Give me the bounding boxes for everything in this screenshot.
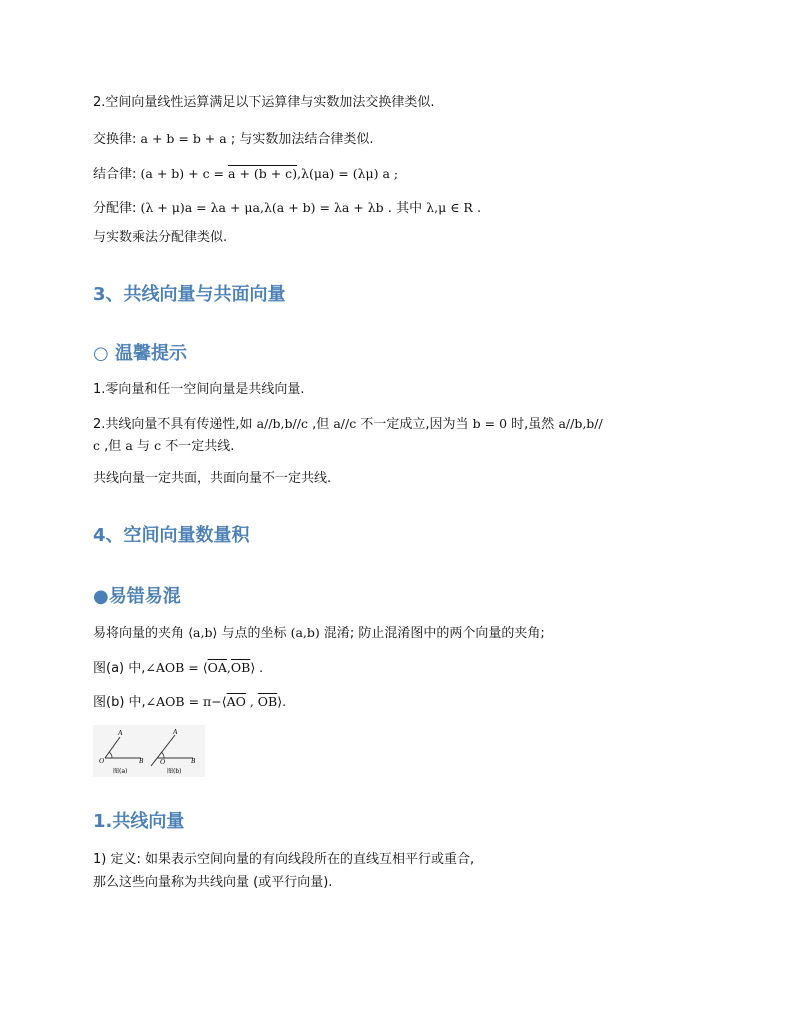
figure-b-comma: , <box>245 694 258 709</box>
tip-item-2-text-c: 不一定成立,因为当 <box>356 417 473 432</box>
distributive-formula: (λ + μ)a = λa + μa,λ(a + b) = λa + λb <box>140 200 384 215</box>
distributive-analogy: 与实数乘法分配律类似. <box>93 230 228 245</box>
tip-item-2 <box>93 415 603 434</box>
associative-law <box>93 165 398 184</box>
associative-label: 结合律: <box>93 167 137 182</box>
vector-AO: $\overline{AO}$ <box>226 694 246 709</box>
commutative-formula: a + b = b + a <box>140 131 227 146</box>
section-heading-collinear-vectors: 1.共线向量 <box>93 811 185 832</box>
section-heading-dot-product: 4、空间向量数量积 <box>93 525 250 546</box>
tip-item-2-continued <box>93 437 234 456</box>
vector-OB: $\overline{OB}$ <box>230 660 251 675</box>
figure-a-point-o: O <box>99 757 105 765</box>
commutative-law <box>93 130 374 149</box>
tip-heading: ○ 温馨提示 <box>93 343 187 364</box>
commutative-suffix: ; 与实数加法结合律类似. <box>230 132 374 147</box>
definition-line-1: 1) 定义: 如果表示空间向量的有向线段所在的直线互相平行或重合, <box>93 852 475 867</box>
tip-cont-text-a: ,但 <box>100 439 126 454</box>
coordinate-notation: (a,b) <box>290 625 320 640</box>
tip-cont-text-c: 不一定共线. <box>161 439 235 454</box>
tip-item-2-text-a: 2.共线向量不具有传递性,如 <box>93 417 257 432</box>
pitfall-text-a: 易将向量的夹角 <box>93 626 189 641</box>
distributive-label: 分配律: <box>93 201 137 216</box>
figure-a-angle <box>93 659 263 678</box>
figure-b-label: 图(b) 中, <box>93 695 146 710</box>
vector-OB-b: $\overline{OB}$ <box>257 694 278 709</box>
section-heading-collinear-coplanar: 3、共线向量与共面向量 <box>93 284 286 305</box>
vector-OA: $\overline{OA}$ <box>207 660 227 675</box>
commutative-label: 交换律: <box>93 132 137 147</box>
pitfall-text-b: 与点的坐标 <box>217 626 291 641</box>
tip-item-2-math-4: a//b,b// <box>558 416 603 431</box>
figure-a-point-a: A <box>118 729 123 737</box>
distributive-period: . <box>472 201 482 216</box>
operation-law-intro: 2.空间向量线性运算满足以下运算律与实数加法交换律类似. <box>93 95 435 110</box>
tip-item-2-math-1: a//b,b//c <box>256 416 308 431</box>
figure-a-caption: 图(a) <box>113 768 128 775</box>
figure-a-angle-end: ⟩ . <box>250 660 264 675</box>
tip-item-2-math-2: a//c <box>333 416 357 431</box>
figure-b-angle <box>93 693 286 712</box>
figure-b-point-o: O <box>160 758 166 766</box>
tip-item-2-text-b: ,但 <box>307 417 334 432</box>
tip-cont-math-3: c <box>154 438 162 453</box>
angle-figures <box>93 725 205 777</box>
pitfall-heading: ●易错易混 <box>93 586 181 607</box>
angle-notation: ⟨a,b⟩ <box>188 625 218 640</box>
figure-a-point-b: B <box>139 757 144 765</box>
tip-item-1: 1.零向量和任一空间向量是共线向量. <box>93 382 305 397</box>
associative-formula-right: ,λ(μa) = (λμ) a ; <box>297 166 399 181</box>
figure-a-comma: , <box>226 660 231 675</box>
figure-b-angle-end: ⟩. <box>277 694 287 709</box>
tip-item-2-math-3: b = 0 <box>472 416 508 431</box>
distributive-law <box>93 199 481 218</box>
figure-b-point-b: B <box>191 757 196 765</box>
pitfall-line-1 <box>93 624 545 643</box>
collinear-coplanar-note: 共线向量一定共面，共面向量不一定共线. <box>93 471 332 486</box>
figure-a-label: 图(a) 中, <box>93 661 146 676</box>
tip-item-2-text-d: 时,虽然 <box>507 417 559 432</box>
figure-b-point-a: A <box>173 728 178 736</box>
associative-formula-left: (a + b) + c = <box>140 166 229 181</box>
pitfall-text-c: 混淆; 防止混淆图中的两个向量的夹角; <box>319 626 545 641</box>
figure-b-angle-start: ∠AOB = π−⟨ <box>145 694 227 709</box>
associative-formula-mid: a + (b + c) <box>228 166 298 181</box>
tip-cont-text-b: 与 <box>132 439 155 454</box>
figure-a-angle-start: ∠AOB = ⟨ <box>145 660 208 675</box>
tip-cont-math-1: c <box>93 438 101 453</box>
distributive-where: . 其中 <box>383 201 427 216</box>
definition-line-2: 那么这些向量称为共线向量 (或平行向量). <box>93 875 333 890</box>
tip-cont-math-2: a <box>125 438 133 453</box>
distributive-domain: λ,μ ∈ R <box>426 200 473 215</box>
figure-b-caption: 图(b) <box>167 768 182 775</box>
